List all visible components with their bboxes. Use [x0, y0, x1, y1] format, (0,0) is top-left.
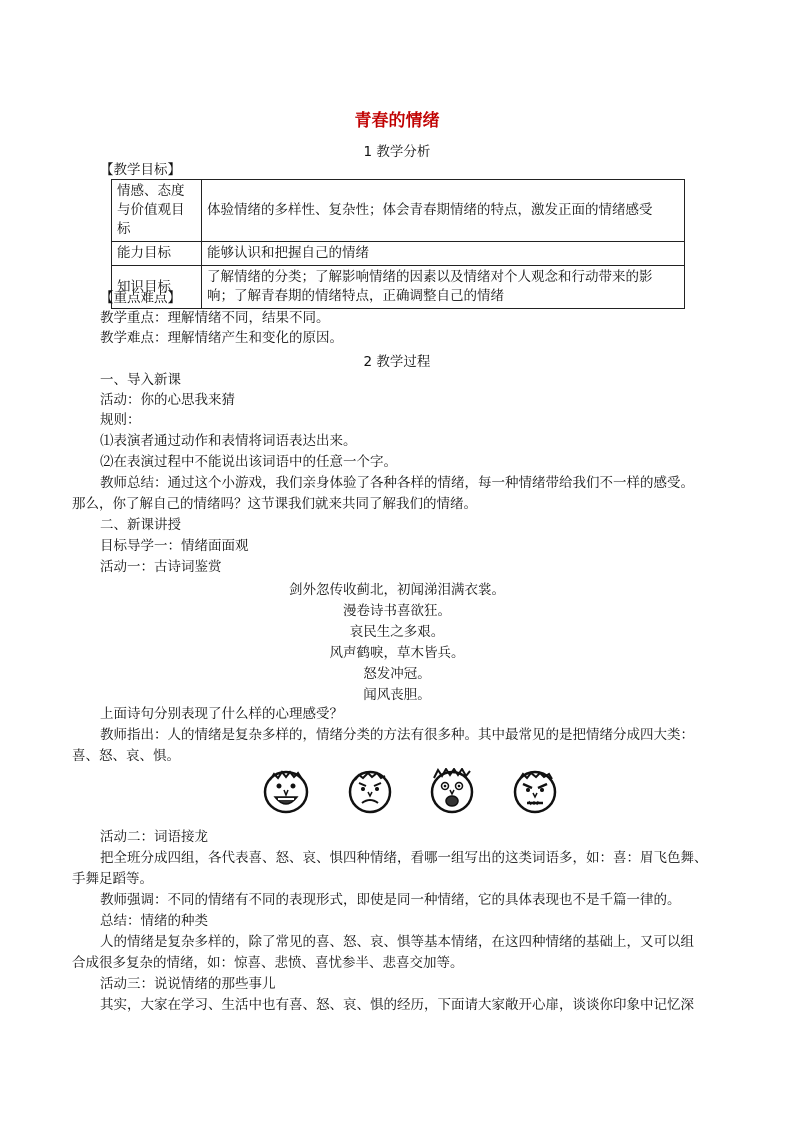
paragraph: 活动三：说说情绪的那些事儿: [100, 976, 276, 992]
objective-content: 能够认识和把握自己的情绪: [202, 242, 685, 266]
document-title: 青春的情绪: [354, 111, 440, 131]
difficult-point: 教学难点：理解情绪产生和变化的原因。: [100, 330, 343, 346]
paragraph: 喜、怒、哀、惧。: [72, 748, 180, 764]
paragraph: 一、导入新课: [100, 372, 181, 388]
table-row: [112, 180, 685, 242]
paragraph: 其实，大家在学习、生活中也有喜、怒、哀、惧的经历，下面请大家敞开心扉，谈谈你印象中记忆深: [100, 997, 694, 1013]
table-row: [112, 266, 685, 309]
poem-line: 漫卷诗书喜欲狂。: [343, 603, 451, 619]
poem-line: 怒发冲冠。: [363, 666, 431, 682]
angry-face-icon: [512, 768, 558, 814]
paragraph: 人的情绪是复杂多样的，除了常见的喜、怒、哀、惧等基本情绪，在这四种情绪的基础上，又可以组: [100, 934, 694, 950]
poem-line: 风声鹤唳，草木皆兵。: [329, 645, 465, 661]
paragraph: 上面诗句分别表现了什么样的心理感受？: [100, 706, 343, 722]
section-heading-process: 2 教学过程: [363, 354, 431, 370]
paragraph: 教师强调：不同的情绪有不同的表现形式，即使是同一种情绪，它的具体表现也不是千篇一律的。: [100, 892, 681, 908]
paragraph: 目标导学一：情绪面面观: [100, 538, 249, 554]
paragraph: 那么，你了解自己的情绪吗？这节课我们就来共同了解我们的情绪。: [72, 496, 477, 512]
poem-line: 闻风丧胆。: [363, 687, 431, 703]
poem-line: 哀民生之多艰。: [349, 624, 445, 640]
sad-face-icon: [347, 768, 393, 814]
objective-type: 知识目标: [112, 266, 202, 309]
emotion-faces: [0, 768, 794, 818]
paragraph: ⑴表演者通过动作和表情将词语表达出来。: [100, 433, 357, 449]
keypoints-header: 【重点难点】: [100, 290, 181, 306]
happy-face-icon: [262, 768, 310, 814]
objective-type: 情感、态度与价值观目标: [112, 180, 202, 242]
paragraph: 把全班分成四组，各代表喜、怒、哀、惧四种情绪，看哪一组写出的这类词语多，如：喜：眉飞色舞、: [100, 850, 708, 866]
table-row: [112, 242, 685, 266]
paragraph: 合成很多复杂的情绪，如：惊喜、悲愤、喜忧参半、悲喜交加等。: [72, 955, 464, 971]
paragraph: 活动一：古诗词鉴赏: [100, 559, 222, 575]
objectives-table: [111, 179, 685, 309]
paragraph: 教师总结：通过这个小游戏，我们亲身体验了各种各样的情绪，每一种情绪带给我们不一样的感受。: [100, 475, 694, 491]
section-heading-analysis: 1 教学分析: [363, 144, 431, 160]
paragraph: 活动二：词语接龙: [100, 829, 208, 845]
paragraph: 教师指出：人的情绪是复杂多样的，情绪分类的方法有很多种。其中最常见的是把情绪分成四大类：: [100, 727, 694, 743]
poem-line: 剑外忽传收蓟北，初闻涕泪满衣裳。: [289, 582, 505, 598]
paragraph: 总结：情绪的种类: [100, 913, 208, 929]
objectives-header: 【教学目标】: [100, 162, 181, 178]
paragraph: 规则：: [100, 412, 141, 428]
objective-content: 体验情绪的多样性、复杂性；体会青春期情绪的特点，激发正面的情绪感受: [202, 180, 685, 242]
scared-face-icon: [428, 768, 476, 814]
paragraph: 手舞足蹈等。: [72, 871, 153, 887]
paragraph: 二、新课讲授: [100, 517, 181, 533]
paragraph: ⑵在表演过程中不能说出该词语中的任意一个字。: [100, 454, 397, 470]
objective-type: 能力目标: [112, 242, 202, 266]
objective-content: 了解情绪的分类；了解影响情绪的因素以及情绪对个人观念和行动带来的影响；了解青春期的情绪特点，正确调整自己的情绪: [202, 266, 685, 309]
key-point: 教学重点：理解情绪不同，结果不同。: [100, 310, 330, 326]
paragraph: 活动：你的心思我来猜: [100, 392, 235, 408]
